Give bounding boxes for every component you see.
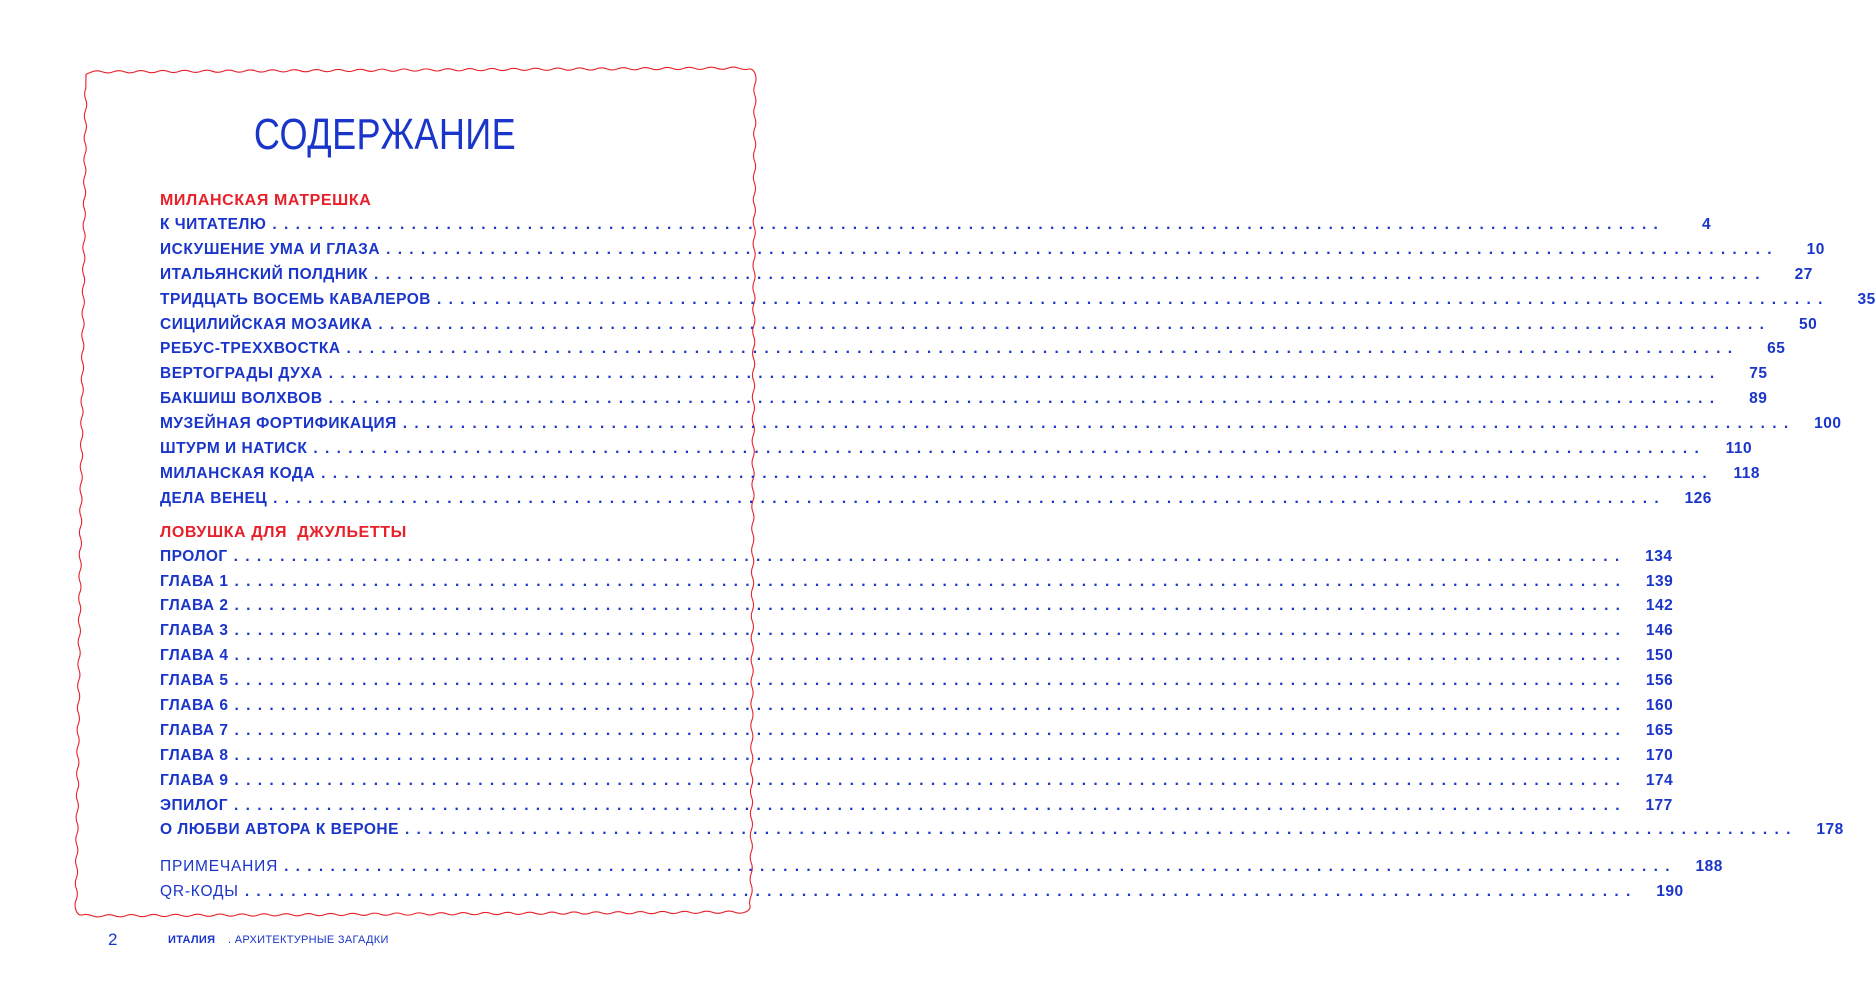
entry-page: 126: [1684, 489, 1712, 507]
entry-page: 174: [1645, 771, 1674, 789]
dot-leader: ........................................................................................................................: [233, 547, 1627, 565]
entry-label: ТРИДЦАТЬ ВОСЕМЬ КАВАЛЕРОВ: [160, 290, 431, 308]
toc-entry: [160, 744, 1674, 769]
toc-entry: [160, 545, 1673, 570]
entry-page: 165: [1645, 721, 1674, 739]
entry-page: 50: [1798, 315, 1818, 333]
entry-label: БАКШИШ ВОЛХВОВ: [160, 390, 323, 408]
entry-page: 139: [1645, 572, 1674, 590]
dot-leader: ........................................................................................................................: [321, 464, 1714, 482]
entry-page: 156: [1645, 672, 1674, 690]
dot-leader: ........................................................................................................................: [284, 858, 1677, 876]
page-footer: [0, 930, 800, 950]
entry-label: ПРОЛОГ: [160, 547, 228, 565]
entry-page: 27: [1794, 265, 1813, 283]
entry-page: 10: [1806, 240, 1825, 258]
toc-entry: [160, 337, 1786, 362]
toc-entry: [160, 487, 1712, 512]
entry-label: МИЛАНСКАЯ КОДА: [160, 464, 316, 482]
dot-leader: ........................................................................................................................: [374, 265, 1767, 283]
table-of-contents: [160, 188, 1876, 905]
book-brand: ИТАЛИЯ: [168, 934, 216, 946]
dot-leader: ........................................................................................................................: [386, 240, 1779, 258]
toc-entry: [160, 594, 1674, 619]
toc-entry: [160, 412, 1842, 437]
dot-leader: ........................................................................................................................: [234, 647, 1628, 665]
dot-leader: ........................................................................................................................: [436, 290, 1830, 308]
entry-label: ИСКУШЕНИЕ УМА И ГЛАЗА: [160, 240, 381, 258]
dot-leader: ........................................................................................................................: [234, 771, 1628, 789]
toc-entry: [160, 437, 1753, 462]
dot-leader: ........................................................................................................................: [244, 883, 1638, 901]
toc-entry: [160, 263, 1813, 288]
dot-leader: ........................................................................................................................: [234, 721, 1628, 739]
entry-page: 35: [1857, 290, 1876, 308]
entry-page: 89: [1749, 390, 1768, 408]
entry-label: ЭПИЛОГ: [160, 796, 229, 814]
dot-leader: ........................................................................................................................: [234, 572, 1628, 590]
entry-page: 178: [1816, 821, 1844, 839]
dot-leader: ........................................................................................................................: [328, 390, 1722, 408]
entry-label: ВЕРТОГРАДЫ ДУХА: [160, 365, 323, 383]
page-number: 2: [108, 930, 118, 949]
entry-label: ШТУРМ И НАТИСК: [160, 440, 308, 457]
entry-label: ДЕЛА ВЕНЕЦ: [160, 489, 268, 507]
entry-page: 188: [1695, 858, 1723, 876]
dot-leader: ........................................................................................................................: [378, 315, 1772, 333]
toc-entry: [160, 880, 1684, 905]
toc-extras: [160, 855, 1723, 905]
entry-page: 142: [1645, 597, 1674, 615]
dot-leader: ........................................................................................................................: [234, 672, 1628, 690]
dot-leader: ........................................................................................................................: [234, 746, 1628, 764]
toc-entry: [160, 288, 1876, 313]
entry-label: О ЛЮБВИ АВТОРА К ВЕРОНЕ: [160, 821, 399, 839]
entry-label: ГЛАВА 2: [160, 597, 229, 615]
entry-page: 177: [1645, 796, 1673, 814]
toc-section: [160, 188, 1876, 512]
toc-entry: [160, 719, 1674, 744]
entry-page: 65: [1767, 340, 1786, 358]
toc-entry: [160, 462, 1760, 487]
entry-page: 110: [1725, 440, 1753, 457]
dot-leader: ........................................................................................................................: [404, 821, 1798, 839]
entry-page: 4: [1702, 215, 1712, 233]
toc-entry: [160, 818, 1844, 843]
entry-label: ГЛАВА 6: [160, 697, 229, 715]
entry-page: 190: [1656, 883, 1684, 901]
entry-page: 100: [1814, 415, 1842, 433]
entry-page: 146: [1645, 622, 1674, 640]
entry-label: ПРИМЕЧАНИЯ: [160, 858, 279, 876]
dot-leader: ........................................................................................................................: [328, 365, 1722, 383]
dot-leader: ........................................................................................................................: [234, 697, 1628, 715]
toc-entry: [160, 794, 1673, 819]
dot-leader: ........................................................................................................................: [234, 597, 1628, 615]
entry-label: ГЛАВА 8: [160, 746, 229, 764]
toc-entry: [160, 644, 1674, 669]
entry-page: 170: [1645, 746, 1674, 764]
entry-label: МУЗЕЙНАЯ ФОРТИФИКАЦИЯ: [160, 415, 397, 433]
entry-label: QR-КОДЫ: [160, 883, 239, 901]
toc-entry: [160, 669, 1674, 694]
dot-leader: ........................................................................................................................: [272, 215, 1666, 233]
toc-section: [160, 520, 1844, 844]
toc-entry: [160, 694, 1674, 719]
entry-label: ГЛАВА 5: [160, 672, 229, 690]
toc-entry: [160, 387, 1768, 412]
section-title: МИЛАНСКАЯ МАТРЕШКА: [160, 192, 372, 209]
entry-label: ГЛАВА 4: [160, 647, 229, 665]
entry-label: ИТАЛЬЯНСКИЙ ПОЛДНИК: [160, 265, 369, 283]
entry-label: ГЛАВА 9: [160, 771, 229, 789]
page-title: СОДЕРЖАНИЕ: [253, 110, 517, 159]
dot-leader: ........................................................................................................................: [346, 340, 1740, 358]
entry-page: 75: [1749, 365, 1768, 383]
dot-leader: ........................................................................................................................: [273, 489, 1666, 507]
toc-entry: [160, 362, 1768, 387]
toc-entry: [160, 619, 1674, 644]
book-subtitle: . АРХИТЕКТУРНЫЕ ЗАГАДКИ: [228, 934, 389, 946]
dot-leader: ........................................................................................................................: [234, 622, 1628, 640]
entry-page: 160: [1645, 697, 1674, 715]
entry-label: ГЛАВА 1: [160, 572, 229, 590]
entry-page: 134: [1645, 547, 1673, 565]
section-title: ЛОВУШКА ДЛЯ ДЖУЛЬЕТТЫ: [160, 523, 407, 541]
toc-entry: [160, 213, 1712, 238]
entry-label: СИЦИЛИЙСКАЯ МОЗАИКА: [160, 315, 373, 333]
toc-entry: [160, 313, 1818, 338]
toc-entry: [160, 238, 1825, 263]
entry-page: 118: [1733, 464, 1760, 482]
entry-label: ГЛАВА 3: [160, 622, 229, 640]
toc-entry: [160, 855, 1723, 880]
entry-label: РЕБУС-ТРЕХХВОСТКА: [160, 340, 341, 358]
toc-entry: [160, 570, 1674, 595]
dot-leader: ........................................................................................................................: [313, 440, 1707, 457]
entry-page: 150: [1645, 647, 1674, 665]
entry-label: ГЛАВА 7: [160, 721, 229, 739]
dot-leader: ........................................................................................................................: [402, 415, 1796, 433]
entry-label: К ЧИТАТЕЛЮ: [160, 215, 267, 233]
dot-leader: ........................................................................................................................: [234, 796, 1627, 814]
toc-entry: [160, 769, 1674, 794]
